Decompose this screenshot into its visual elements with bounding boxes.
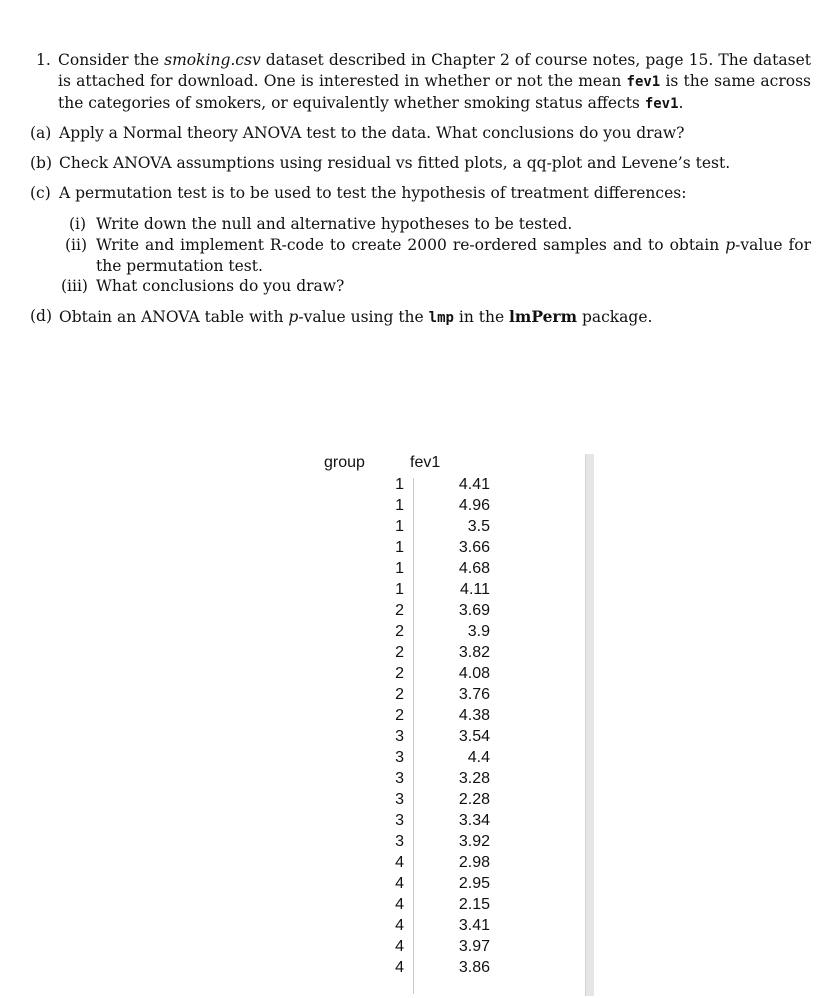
- part-b: [30, 153, 810, 174]
- cell-fev1: 3.9: [467, 623, 490, 640]
- subpart-ii: [65, 235, 811, 277]
- table-row: [300, 560, 570, 581]
- cell-fev1: 3.69: [458, 602, 490, 619]
- part-a: [30, 123, 810, 144]
- subpart-label: (ii): [65, 236, 88, 254]
- cell-group: 4: [395, 875, 404, 892]
- part-text-segment: in the: [453, 308, 510, 326]
- part-label: (c): [30, 184, 51, 202]
- part-label: (b): [30, 154, 53, 172]
- subpart-text-segment: Write and implement R-code to create 2000 re-ordered samples and to obtain: [96, 236, 726, 254]
- p-symbol: p: [725, 236, 736, 254]
- table-row: [300, 476, 570, 497]
- part-text-segment: Obtain an ANOVA table with: [59, 308, 289, 326]
- table-body: [300, 476, 570, 980]
- table-row: [300, 497, 570, 518]
- cell-group: 2: [395, 602, 404, 619]
- table-row: [300, 728, 570, 749]
- part-text-segment: package.: [577, 308, 653, 326]
- dataset-name: smoking.csv: [164, 51, 261, 69]
- cell-group: 3: [395, 833, 404, 850]
- cell-group: 4: [395, 854, 404, 871]
- cell-group: 1: [395, 518, 404, 535]
- table-row: [300, 686, 570, 707]
- cell-group: 2: [395, 623, 404, 640]
- cell-fev1: 4.4: [467, 749, 490, 766]
- cell-group: 4: [395, 938, 404, 955]
- cell-fev1: 4.96: [458, 497, 490, 514]
- table-row: [300, 917, 570, 938]
- cell-group: 2: [395, 665, 404, 682]
- table-row: [300, 833, 570, 854]
- cell-fev1: 3.41: [458, 917, 490, 934]
- cell-fev1: 4.11: [460, 581, 490, 598]
- subpart-text-segment: -value for the permutation test.: [96, 236, 811, 275]
- cell-fev1: 4.08: [458, 665, 490, 682]
- column-header-fev1: fev1: [410, 454, 441, 471]
- cell-fev1: 3.76: [458, 686, 490, 703]
- table-row: [300, 644, 570, 665]
- table-row: [300, 854, 570, 875]
- cell-fev1: 3.54: [458, 728, 490, 745]
- cell-group: 2: [395, 644, 404, 661]
- cell-fev1: 3.5: [467, 518, 490, 535]
- cell-fev1: 2.95: [458, 875, 490, 892]
- subpart-i: [65, 214, 811, 235]
- data-table: [300, 448, 600, 996]
- cell-fev1: 4.68: [458, 560, 490, 577]
- cell-group: 4: [395, 959, 404, 976]
- cell-group: 3: [395, 728, 404, 745]
- part-label: (a): [30, 124, 52, 142]
- table-row: [300, 791, 570, 812]
- cell-group: 1: [395, 581, 404, 598]
- question-text: .: [678, 94, 684, 112]
- table-row: [300, 938, 570, 959]
- subpart-text: Write down the null and alternative hypotheses to be tested.: [96, 215, 573, 233]
- table-row: [300, 812, 570, 833]
- vertical-scrollbar[interactable]: [585, 454, 594, 996]
- cell-fev1: 3.66: [458, 539, 490, 556]
- table-row: [300, 623, 570, 644]
- assignment-text: [0, 0, 828, 340]
- cell-group: 3: [395, 791, 404, 808]
- question-text: Consider the: [58, 51, 165, 69]
- table-row: [300, 959, 570, 980]
- table-row: [300, 518, 570, 539]
- column-header-group: group: [324, 454, 365, 471]
- cell-group: 1: [395, 539, 404, 556]
- cell-group: 4: [395, 917, 404, 934]
- cell-group: 3: [395, 812, 404, 829]
- cell-group: 2: [395, 686, 404, 703]
- cell-fev1: 3.92: [458, 833, 490, 850]
- subpart-label: (iii): [61, 277, 88, 295]
- part-text: A permutation test is to be used to test the hypothesis of treatment differences:: [59, 184, 687, 202]
- question-text: is the same across the categories of smokers, or equivalently whether smoking status affects: [58, 72, 811, 112]
- table-row: [300, 581, 570, 602]
- cell-fev1: 3.82: [458, 644, 490, 661]
- variable-name: fev1: [644, 96, 679, 112]
- cell-fev1: 3.97: [458, 938, 490, 955]
- subpart-iii: [61, 276, 811, 297]
- cell-fev1: 4.38: [458, 707, 490, 724]
- part-text-segment: -value using the: [298, 308, 429, 326]
- subpart-label: (i): [69, 215, 87, 233]
- table-row: [300, 602, 570, 623]
- cell-fev1: 3.28: [458, 770, 490, 787]
- cell-fev1: 4.41: [458, 476, 490, 493]
- variable-name: fev1: [626, 74, 661, 90]
- table-row: [300, 770, 570, 791]
- part-label: (d): [30, 307, 53, 325]
- cell-group: 1: [395, 476, 404, 493]
- cell-group: 4: [395, 896, 404, 913]
- table-row: [300, 749, 570, 770]
- package-name: lmPerm: [509, 307, 578, 326]
- subpart-text: What conclusions do you draw?: [96, 277, 345, 295]
- question-number: 1.: [36, 51, 51, 69]
- cell-group: 3: [395, 770, 404, 787]
- table-row: [300, 896, 570, 917]
- question-body: [58, 50, 811, 115]
- cell-group: 1: [395, 497, 404, 514]
- table-row: [300, 707, 570, 728]
- cell-group: 1: [395, 560, 404, 577]
- p-symbol: p: [288, 308, 299, 326]
- question-text: dataset described in Chapter 2 of course notes, page 15. The dataset is attached for download. One is interested in whether or not the mean: [58, 51, 811, 90]
- table-row: [300, 665, 570, 686]
- cell-fev1: 3.34: [458, 812, 490, 829]
- part-d: [30, 306, 810, 329]
- cell-fev1: 2.28: [458, 791, 490, 808]
- subpart-text: [96, 235, 811, 277]
- cell-group: 3: [395, 749, 404, 766]
- table-row: [300, 875, 570, 896]
- cell-group: 2: [395, 707, 404, 724]
- function-name: lmp: [428, 310, 454, 326]
- part-text: Apply a Normal theory ANOVA test to the data. What conclusions do you draw?: [59, 124, 685, 142]
- question-1: [36, 50, 811, 115]
- part-text: [59, 306, 810, 329]
- table-row: [300, 539, 570, 560]
- cell-fev1: 3.86: [458, 959, 490, 976]
- part-c: [30, 183, 810, 204]
- cell-fev1: 2.15: [458, 896, 490, 913]
- part-text: Check ANOVA assumptions using residual vs fitted plots, a qq-plot and Levene’s test.: [59, 154, 731, 172]
- cell-fev1: 2.98: [458, 854, 490, 871]
